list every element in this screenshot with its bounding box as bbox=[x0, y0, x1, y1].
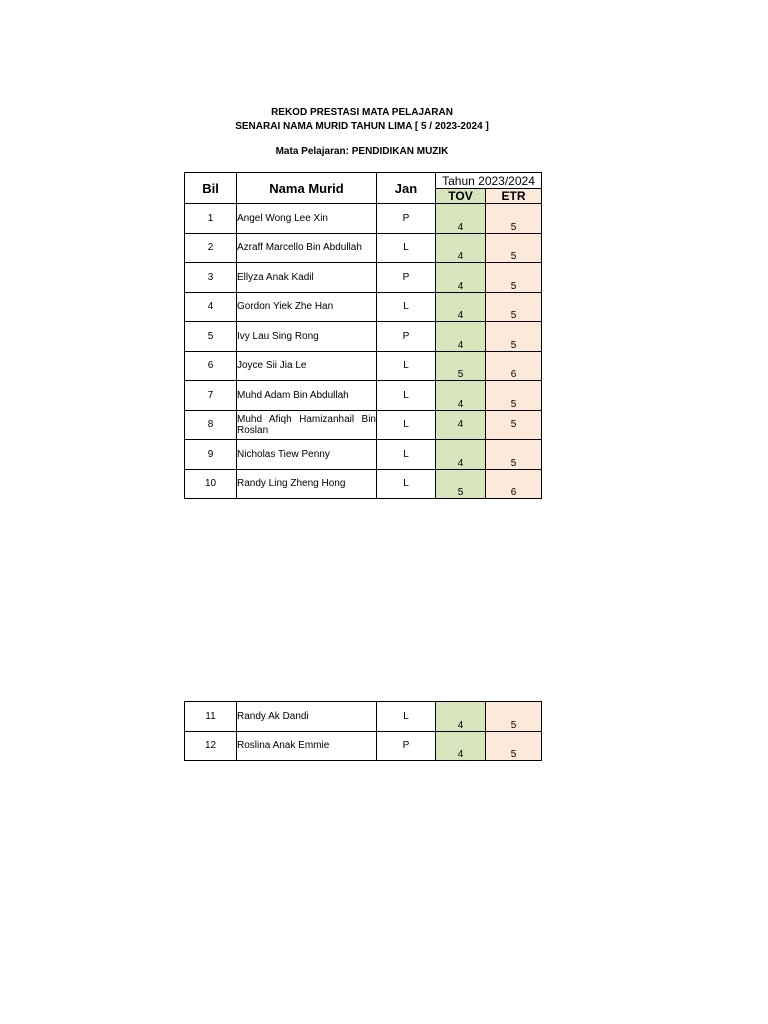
cell-tov: 4 bbox=[436, 410, 486, 440]
cell-nama: Ivy Lau Sing Rong bbox=[237, 322, 377, 352]
cell-tov: 4 bbox=[436, 322, 486, 352]
cell-tov: 4 bbox=[436, 381, 486, 411]
cell-nama: Muhd Adam Bin Abdullah bbox=[237, 381, 377, 411]
table-row bbox=[185, 702, 542, 732]
cell-bil: 10 bbox=[185, 469, 237, 499]
cell-nama: Angel Wong Lee Xin bbox=[237, 204, 377, 234]
cell-tov: 4 bbox=[436, 233, 486, 263]
table-row bbox=[185, 351, 542, 381]
table-row bbox=[185, 410, 542, 440]
cell-nama: Randy Ling Zheng Hong bbox=[237, 469, 377, 499]
cell-nama: Roslina Anak Emmie bbox=[237, 731, 377, 761]
cell-etr: 5 bbox=[486, 410, 542, 440]
cell-tov: 4 bbox=[436, 292, 486, 322]
table-row bbox=[185, 440, 542, 470]
cell-tov: 5 bbox=[436, 469, 486, 499]
cell-etr: 5 bbox=[486, 233, 542, 263]
cell-bil: 5 bbox=[185, 322, 237, 352]
cell-bil: 2 bbox=[185, 233, 237, 263]
table-row bbox=[185, 292, 542, 322]
cell-nama: Nicholas Tiew Penny bbox=[237, 440, 377, 470]
cell-nama: Gordon Yiek Zhe Han bbox=[237, 292, 377, 322]
table-row bbox=[185, 233, 542, 263]
header-tov: TOV bbox=[436, 189, 486, 204]
cell-etr: 5 bbox=[486, 731, 542, 761]
cell-jan: P bbox=[377, 322, 436, 352]
cell-jan: P bbox=[377, 263, 436, 293]
header-jantina: Jan bbox=[377, 173, 436, 204]
cell-tov: 4 bbox=[436, 204, 486, 234]
cell-etr: 5 bbox=[486, 263, 542, 293]
cell-etr: 5 bbox=[486, 204, 542, 234]
report-title: REKOD PRESTASI MATA PELAJARAN bbox=[271, 107, 453, 118]
cell-bil: 3 bbox=[185, 263, 237, 293]
header-etr: ETR bbox=[486, 189, 542, 204]
cell-jan: L bbox=[377, 410, 436, 440]
header-nama-murid: Nama Murid bbox=[237, 173, 377, 204]
cell-jan: L bbox=[377, 292, 436, 322]
cell-nama: Joyce Sii Jia Le bbox=[237, 351, 377, 381]
cell-bil: 6 bbox=[185, 351, 237, 381]
table-row bbox=[185, 381, 542, 411]
table-row bbox=[185, 263, 542, 293]
student-record-table-continued bbox=[184, 701, 542, 761]
cell-jan: L bbox=[377, 469, 436, 499]
cell-etr: 6 bbox=[486, 469, 542, 499]
cell-etr: 6 bbox=[486, 351, 542, 381]
cell-bil: 11 bbox=[185, 702, 237, 732]
cell-bil: 9 bbox=[185, 440, 237, 470]
header-year: Tahun 2023/2024 bbox=[436, 173, 542, 189]
cell-tov: 4 bbox=[436, 731, 486, 761]
cell-jan: L bbox=[377, 233, 436, 263]
cell-jan: L bbox=[377, 440, 436, 470]
cell-jan: L bbox=[377, 351, 436, 381]
cell-nama: Randy Ak Dandi bbox=[237, 702, 377, 732]
cell-etr: 5 bbox=[486, 381, 542, 411]
cell-etr: 5 bbox=[486, 322, 542, 352]
cell-nama: Ellyza Anak Kadil bbox=[237, 263, 377, 293]
cell-tov: 4 bbox=[436, 440, 486, 470]
header-bil: Bil bbox=[185, 173, 237, 204]
cell-jan: P bbox=[377, 731, 436, 761]
cell-bil: 4 bbox=[185, 292, 237, 322]
report-subtitle: SENARAI NAMA MURID TAHUN LIMA [ 5 / 2023-2024 ] bbox=[235, 121, 489, 132]
student-record-table bbox=[184, 172, 542, 499]
cell-jan: L bbox=[377, 702, 436, 732]
cell-tov: 5 bbox=[436, 351, 486, 381]
cell-jan: P bbox=[377, 204, 436, 234]
table-row bbox=[185, 469, 542, 499]
cell-bil: 7 bbox=[185, 381, 237, 411]
table-row bbox=[185, 731, 542, 761]
cell-nama: Muhd Afiqh Hamizanhail Bin Roslan bbox=[237, 410, 377, 440]
cell-tov: 4 bbox=[436, 702, 486, 732]
cell-nama: Azraff Marcello Bin Abdullah bbox=[237, 233, 377, 263]
cell-etr: 5 bbox=[486, 440, 542, 470]
table-row bbox=[185, 204, 542, 234]
cell-bil: 1 bbox=[185, 204, 237, 234]
cell-jan: L bbox=[377, 381, 436, 411]
table-row bbox=[185, 322, 542, 352]
subject-label: Mata Pelajaran: PENDIDIKAN MUZIK bbox=[275, 146, 449, 157]
cell-etr: 5 bbox=[486, 292, 542, 322]
cell-tov: 4 bbox=[436, 263, 486, 293]
cell-bil: 8 bbox=[185, 410, 237, 440]
cell-etr: 5 bbox=[486, 702, 542, 732]
cell-bil: 12 bbox=[185, 731, 237, 761]
